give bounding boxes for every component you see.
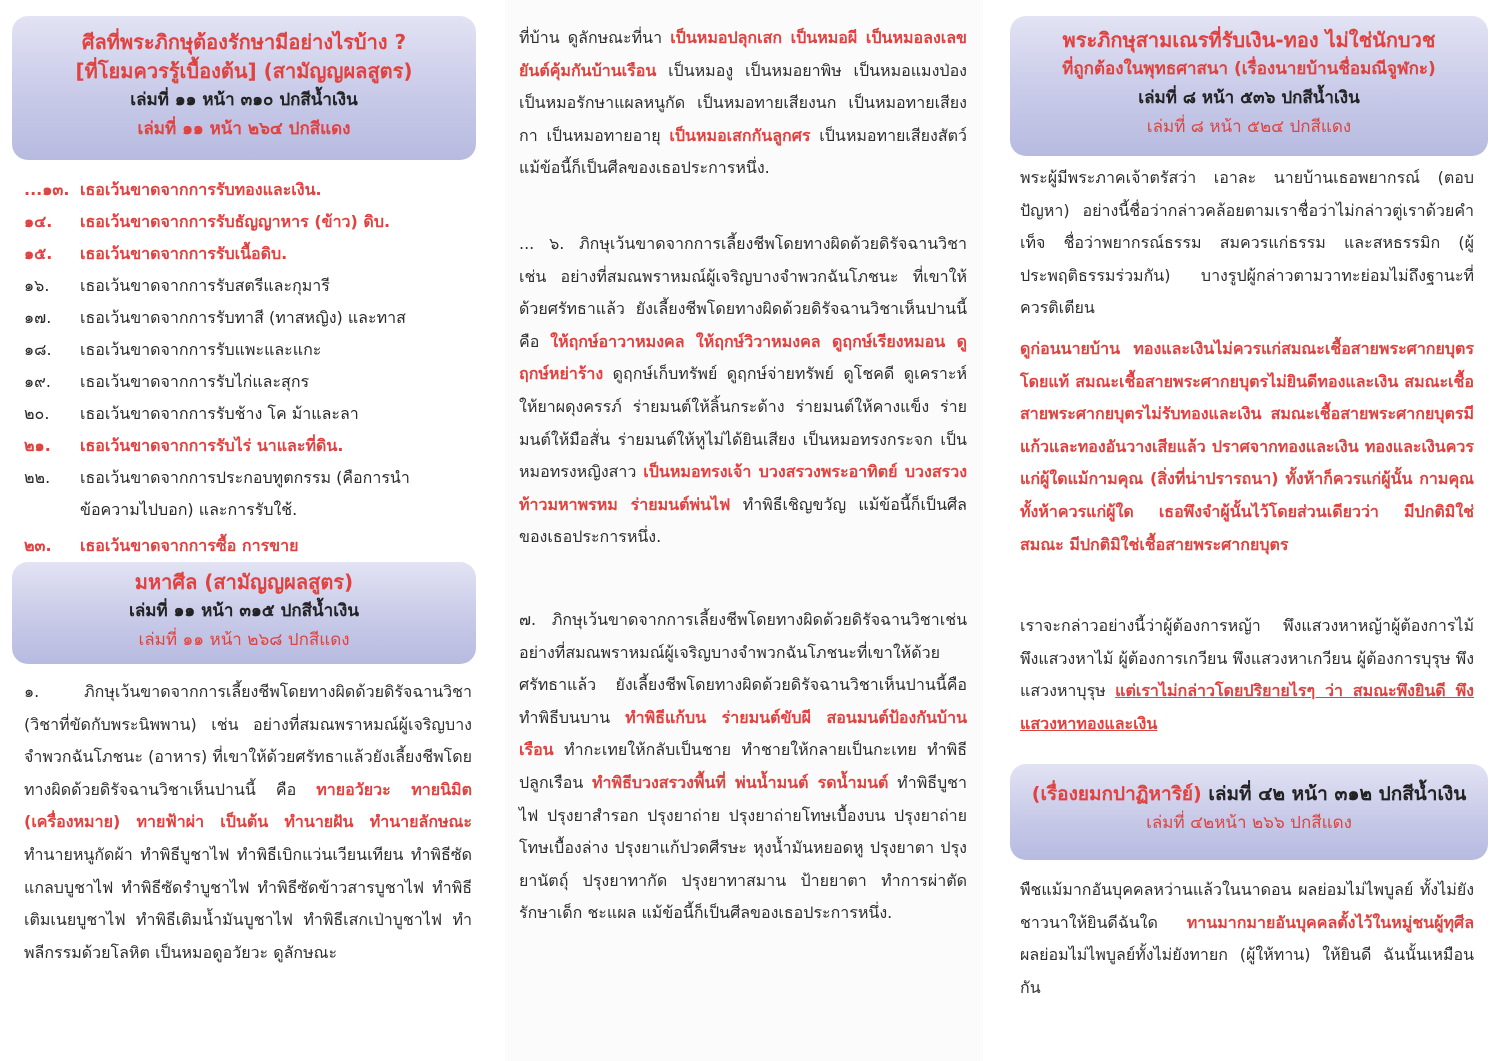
precept-number: ๑๖. <box>24 276 50 295</box>
precept-item <box>24 530 478 562</box>
paragraph-sila-1 <box>24 676 472 969</box>
paragraph-sila-6 <box>519 228 967 554</box>
precept-text: เธอเว้นขาดจากการรับสตรีและกุมารี <box>80 276 330 295</box>
emphasis-text: เป็นหมอปลุกเสก เป็นหมอผี เป็นหมอลงเลขยันต์คุ้มกันบ้านเรือน <box>519 28 967 80</box>
precept-item <box>24 334 478 366</box>
body-text: พระผู้มีพระภาคเจ้าตรัสว่า เอาละ นายบ้านเธอพยากรณ์ (ตอบปัญหา) อย่างนี้ชื่อว่ากล่าวคล้อยตามเราชื่อว่าไม่กล่าวตู่เราด้วยคำเท็จ ชื่อว่าพยากรณ์ธรรม สมควรแก่ธรรม และสหธรรมิก (ผู้ประพฤติธรรมร่วมกัน) บางรูปผู้กล่าวตามวาทะย่อมไม่ถึงฐานะที่ควรติเตียน <box>1020 168 1474 318</box>
emphasis-text: ทายอวัยวะ ทายนิมิต (เครื่องหมาย) ทายฟ้าผ่า เป็นต้น ทำนายฝัน ทำนายลักษณะ <box>24 779 472 832</box>
body-text: ทำพิธีบูชาไฟ ปรุงยาสำรอก ปรุงยาถ่าย ปรุงยาถ่ายโทษเบื้องบน ปรุงยาถ่ายโทษเบื้องล่าง ปรุงยาแก้ปวดศีรษะ หุงน้ำมันหยอดหู ปรุงยาตา ปรุงยานัตถุ์ ปรุงยาทากัด ปรุงยาทาสมาน ป้ายยาตา ทำการผ่าตัด รักษาเด็ก ชะแผล แม้ข้อนี้ก็เป็นศีลของเธอประการหนึ่ง. <box>519 772 967 923</box>
heading-title: ศีลที่พระภิกษุต้องรักษามีอย่างไรบ้าง ? <box>81 30 407 54</box>
precept-text: เธอเว้นขาดจากการรับทาสี (ทาสหญิง) และทาส <box>80 308 406 327</box>
precept-item <box>24 206 478 238</box>
left-column <box>0 0 488 1061</box>
precept-number: ...๑๓. <box>24 180 70 199</box>
heading-title-red: (เรื่องยมกปาฏิหาริย์) <box>1031 783 1202 805</box>
heading-subtitle: [ที่โยมควรรู้เบื้องต้น] (สามัญญผลสูตร) <box>75 59 413 83</box>
emphasis-text: ดูก่อนนายบ้าน ทองและเงินไม่ควรแก่สมณะเชื้อสายพระศากยบุตรโดยแท้ สมณะเชื้อสายพระศากยบุตรไม่ยินดีทองและเงิน สมณะเชื้อสายพระศากยบุตรไม่รับทองและเงิน สมณะเชื้อสายพระศากยบุตรมีแก้วและทองอันวางเสียแล้ว ปราศจากทองและเงิน ทองและเงินควรแก่ผู้ใดแม้กามคุณ (สิ่งที่น่าปรารถนา) ทั้งห้าก็ควรแก่ผู้นั้น กามคุณทั้งห้าควรแก่ผู้ใด เธอพึงจำผู้นั้นไว้โดยส่วนเดียวว่า มีปกติมิใช่สมณะ มีปกติมิใช่เชื้อสายพระศากยบุตร <box>1020 339 1474 554</box>
heading-box-precepts <box>12 16 476 160</box>
precept-text: เธอเว้นขาดจากการรับเนื้อดิบ. <box>80 244 288 263</box>
paragraph-seek <box>1020 610 1474 740</box>
precept-number: ๑๕. <box>24 244 53 263</box>
emphasis-text: ทำพิธีบวงสรวงพื้นที่ พ่นน้ำมนต์ รดน้ำมนต์ <box>591 772 889 792</box>
paragraph-seeds <box>1020 874 1474 1004</box>
paragraph-sila-5-cont <box>519 22 967 185</box>
precept-number: ๑๗. <box>24 308 52 327</box>
precept-item <box>24 238 478 270</box>
heading-ref-red: เล่มที่ ๘ หน้า ๕๒๔ ปกสีแดง <box>1146 117 1352 137</box>
body-text: ที่บ้าน ดูลักษณะที่นา <box>519 28 671 47</box>
heading-ref-red: เล่มที่ ๑๑ หน้า ๒๖๔ ปกสีแดง <box>137 119 351 139</box>
body-text: ทำนายหนูกัดผ้า ทำพิธีบูชาไฟ ทำพิธีเบิกแว่นเวียนเทียน ทำพิธีซัดแกลบบูชาไฟ ทำพิธีซัดรำบูชาไฟ ทำพิธีซัดข้าวสารบูชาไฟ ทำพิธีเติมเนยบูชาไฟ ทำพิธีเติมน้ำมันบูชาไฟ ทำพิธีเสกเป่าบูชาไฟ ทำพลีกรรมด้วยโลหิต เป็นหมอดูอวัยวะ ดูลักษณะ <box>24 844 472 962</box>
precept-text: เธอเว้นขาดจากการรับไก่และสุกร <box>80 372 310 391</box>
precept-item <box>24 302 478 334</box>
precept-item <box>24 174 478 206</box>
precept-text: เธอเว้นขาดจากการประกอบทูตกรรม (คือการนำ <box>80 468 410 487</box>
heading-box-mahasila <box>12 562 476 664</box>
middle-column <box>505 0 983 1061</box>
precept-item <box>24 430 478 462</box>
heading-ref-red: เล่มที่ ๔๒หน้า ๒๖๖ ปกสีแดง <box>1146 813 1352 833</box>
paragraph-gold-silver <box>1020 333 1474 561</box>
body-text: ... ๖. ภิกษุเว้นขาดจากการเลี้ยงชีพโดยทางผิดด้วยดิรัจฉานวิชาเช่น อย่างที่สมณพราหมณ์ผู้เจริญบางจำพวกฉันโภชนะ ที่เขาให้ด้วยศรัทธาแล้ว ยังเลี้ยงชีพโดยทางผิดด้วยดิรัจฉานวิชาเห็นปานนี้คือ <box>519 234 967 351</box>
body-text: ดูฤกษ์เก็บทรัพย์ ดูฤกษ์จ่ายทรัพย์ ดูโชคดี ดูเคราะห์ ให้ยาผดุงครรภ์ ร่ายมนต์ให้ลิ้นกระด้าง ร่ายมนต์ให้คางแข็ง ร่ายมนต์ให้มือสั่น ร่ายมนต์ให้หูไม่ได้ยินเสียง เป็นหมอทรงกระจก เป็นหมอทรงหญิงสาว <box>519 364 967 482</box>
paragraph-sila-7 <box>519 604 967 930</box>
precept-number: ๑๙. <box>24 372 51 391</box>
precept-number: ๒๒. <box>24 468 51 487</box>
precept-number: ๒๐. <box>24 404 50 423</box>
emphasis-text: ให้ฤกษ์อาวาหมงคล ให้ฤกษ์วิวาหมงคล ดูฤกษ์เรียงหมอน ดูฤกษ์หย่าร้าง <box>519 331 967 384</box>
precept-item <box>24 398 478 430</box>
heading-title: พระภิกษุสามเณรที่รับเงิน-ทอง ไม่ใช่นักบวช <box>1062 28 1436 52</box>
heading-box-yamaka <box>1010 764 1488 860</box>
emphasis-text: เป็นหมอเสกกันลูกศร <box>669 125 811 145</box>
right-column <box>998 0 1500 1061</box>
precept-text: เธอเว้นขาดจากการรับธัญญาหาร (ข้าว) ดิบ. <box>80 212 391 231</box>
emphasis-text: ทำพิธีแก้บน ร่ายมนต์ขับผี สอนมนต์ป้องกันบ้านเรือน <box>519 707 967 760</box>
body-text: ทำพิธีเชิญขวัญ แม้ข้อนี้ก็เป็นศีลของเธอประการหนึ่ง. <box>519 494 967 547</box>
emphasis-text: ทานมากมายอันบุคคลตั้งไว้ในหมู่ชนผู้ทุศีล <box>1186 912 1474 932</box>
heading-ref-blue: เล่มที่ ๘ หน้า ๕๓๖ ปกสีน้ำเงิน <box>1138 88 1360 108</box>
body-text: ผลย่อมไม่ไพบูลย์ทั้งไม่ยังทายก (ผู้ให้ทาน) ให้ยินดี ฉันนั้นเหมือนกัน <box>1020 945 1474 997</box>
body-text: พืชแม้มากอันบุคคลหว่านแล้วในนาดอน ผลย่อมไม่ไพบูลย์ ทั้งไม่ยังชาวนาให้ยินดีฉันใด <box>1020 880 1474 932</box>
paragraph-buddha-says <box>1020 162 1474 325</box>
precept-item <box>24 462 478 526</box>
precept-text: เธอเว้นขาดจากการรับไร่ นาและที่ดิน. <box>80 436 344 455</box>
precept-text: เธอเว้นขาดจากการรับช้าง โค ม้าและลา <box>80 404 359 423</box>
heading-title: มหาศีล (สามัญญผลสูตร) <box>134 570 354 594</box>
precept-text: เธอเว้นขาดจากการรับทองและเงิน. <box>80 180 322 199</box>
precept-text-continued: ข้อความไปบอก) และการรับใช้. <box>80 500 298 519</box>
heading-ref-blue: เล่มที่ ๑๑ หน้า ๓๑๐ ปกสีน้ำเงิน <box>130 90 358 110</box>
body-text: ๗. ภิกษุเว้นขาดจากการเลี้ยงชีพโดยทางผิดด้วยดิรัจฉานวิชาเช่นอย่างที่สมณพราหมณ์ผู้เจริญบางจำพวกฉันโภชนะที่เขาให้ด้วยศรัทธาแล้ว ยังเลี้ยงชีพโดยทางผิดด้วยดิรัจฉานวิชาเห็นปานนี้คือ ทำพิธีบนบาน <box>519 610 967 727</box>
body-text: ๑. ภิกษุเว้นขาดจากการเลี้ยงชีพโดยทางผิดด้วยดิรัจฉานวิชา (วิชาที่ขัดกับพระนิพพาน) เช่น อย่างที่สมณพราหมณ์ผู้เจริญบางจำพวกฉันโภชนะ (อาหาร) ที่เขาให้ด้วยศรัทธาแล้วยังเลี้ยงชีพโดยทางผิดด้วยดิรัจฉานวิชาเห็นปานนี้ คือ <box>24 682 472 799</box>
heading-ref-blue: เล่มที่ ๑๑ หน้า ๓๑๕ ปกสีน้ำเงิน <box>129 601 359 621</box>
emphasis-text: แต่เราไม่กล่าวโดยปริยายไรๆ ว่า สมณะพึงยินดี พึงแสวงหาทองและเงิน <box>1020 681 1474 733</box>
body-text: เป็นหมอทายเสียงสัตว์ แม้ข้อนี้ก็เป็นศีลของเธอประการหนึ่ง. <box>519 125 967 178</box>
emphasis-text: เป็นหมอทรงเจ้า บวงสรวงพระอาทิตย์ บวงสรวงท้าวมหาพรหม ร่ายมนต์พ่นไฟ <box>519 462 967 514</box>
precept-item <box>24 270 478 302</box>
precept-text: เธอเว้นขาดจากการรับแพะและแกะ <box>80 340 322 359</box>
precept-number: ๒๓. <box>24 536 52 555</box>
body-text: ทำกะเทยให้กลับเป็นชาย ทำชายให้กลายเป็นกะเทย ทำพิธีปลูกเรือน <box>519 740 967 792</box>
heading-title <box>1010 780 1488 809</box>
precept-number: ๑๔. <box>24 212 53 231</box>
precept-number: ๒๑. <box>24 436 51 455</box>
heading-subtitle: ที่ถูกต้องในพุทธศาสนา (เรื่องนายบ้านชื่อมณีจูฬกะ) <box>1062 59 1436 79</box>
body-text: เป็นหมองู เป็นหมอยาพิษ เป็นหมอแมงป่อง เป็นหมอรักษาแผลหนูกัด เป็นหมอทายเสียงนก เป็นหมอทายเสียงกา เป็นหมอทายอายุ <box>519 60 967 145</box>
heading-ref-blue: เล่มที่ ๔๒ หน้า ๓๑๒ ปกสีน้ำเงิน <box>1201 783 1467 805</box>
heading-ref-red: เล่มที่ ๑๑ หน้า ๒๖๘ ปกสีแดง <box>138 630 350 650</box>
body-text: เราจะกล่าวอย่างนี้ว่าผู้ต้องการหญ้า พึงแสวงหาหญ้าผู้ต้องการไม้ พึงแสวงหาไม้ ผู้ต้องการเกวียน พึงแสวงหาเกวียน ผู้ต้องการบุรุษ พึงแสวงหาบุรุษ <box>1020 616 1474 701</box>
precept-item <box>24 366 478 398</box>
precept-text: เธอเว้นขาดจากการซื้อ การขาย <box>80 536 299 555</box>
precept-number: ๑๘. <box>24 340 52 359</box>
heading-box-monks-money <box>1010 16 1488 156</box>
